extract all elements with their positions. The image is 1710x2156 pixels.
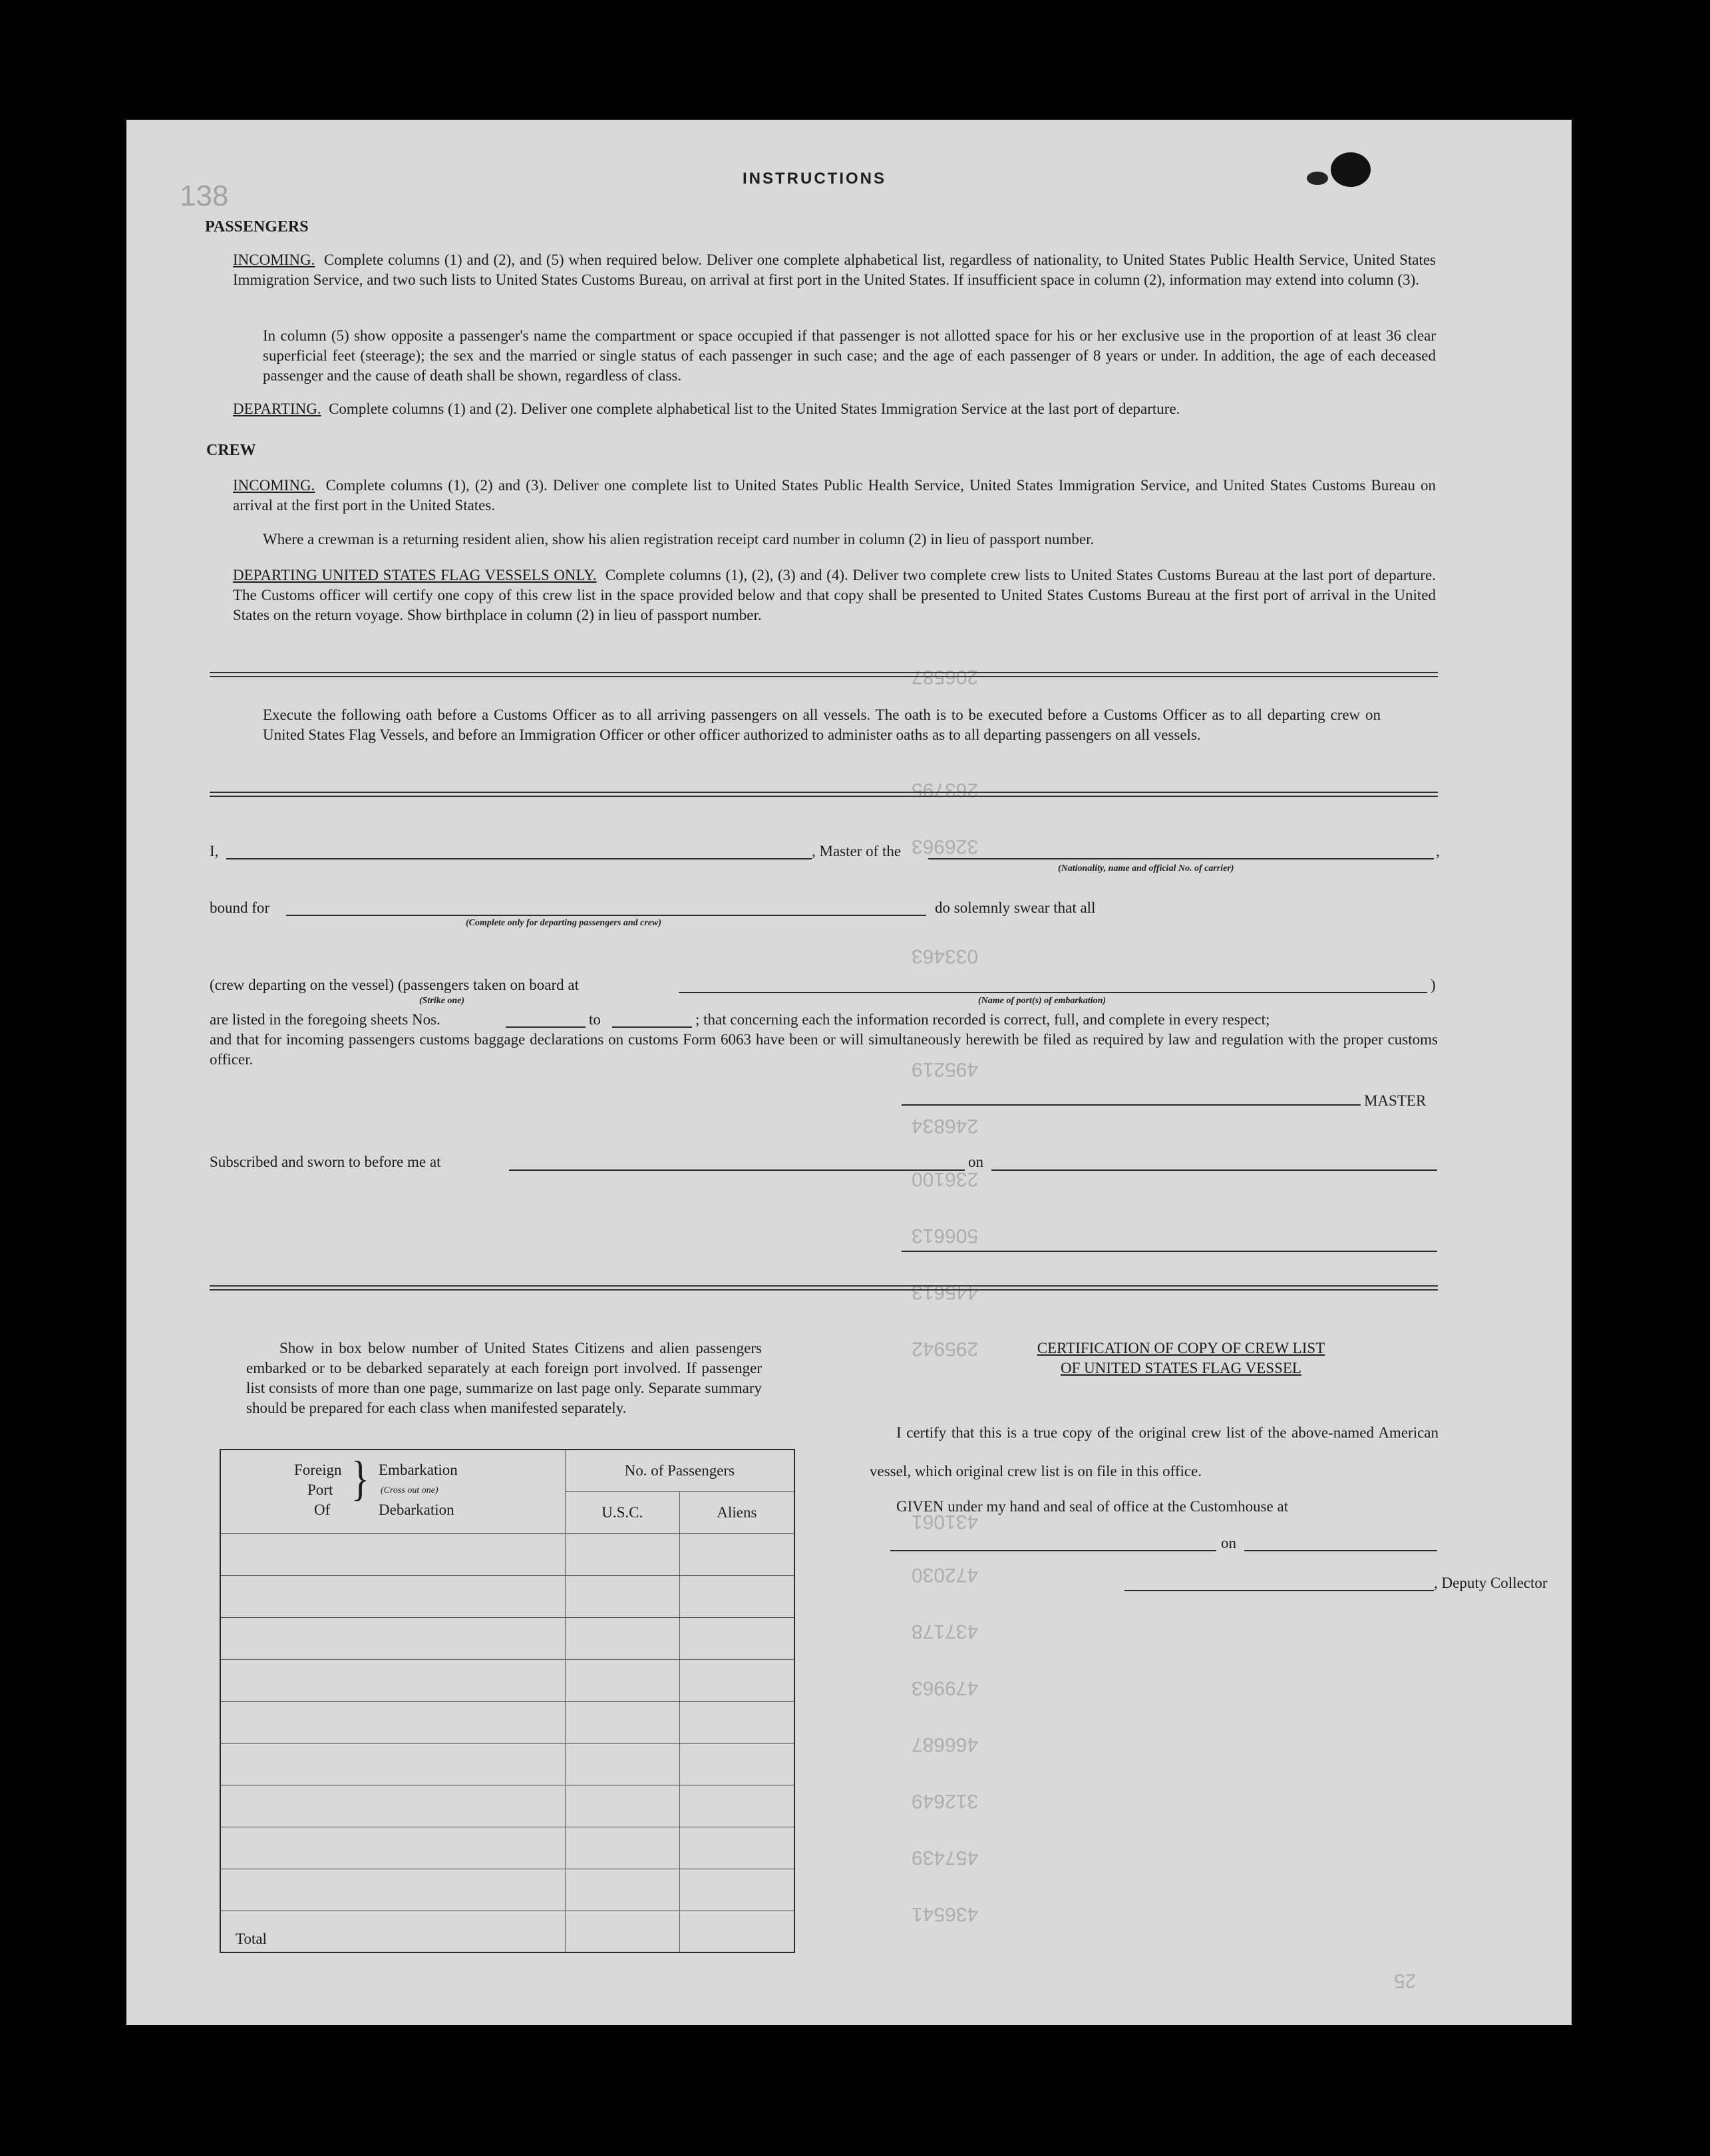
customhouse-field[interactable] — [890, 1550, 1216, 1551]
bleedthrough-number: 479963 — [912, 1677, 979, 1699]
usc-total-cell[interactable] — [565, 1911, 679, 1952]
total-label: Total — [236, 1930, 267, 1947]
total-row — [220, 1911, 794, 1952]
summary-instruction: Show in box below number of United States Citizens and alien passengers embarked or to be debarked separately at each foreign port involved. If passenger list consists of more than one page, summarize on last page only. Separate summary should be prepared for each class when manifested separately. — [246, 1340, 762, 1416]
usc-cell[interactable] — [565, 1701, 679, 1743]
divider — [210, 1285, 1438, 1291]
bleedthrough-number: 445613 — [912, 1281, 979, 1303]
master-of-label: , Master of the — [812, 843, 902, 859]
close-paren: ) — [1431, 977, 1436, 993]
port-cell[interactable] — [220, 1827, 565, 1869]
aliens-cell[interactable] — [679, 1785, 794, 1827]
port-header-cell — [220, 1450, 565, 1533]
aliens-header-cell — [679, 1491, 794, 1533]
passengers-heading: PASSENGERS — [205, 218, 309, 235]
comma: , — [1436, 843, 1440, 859]
form-page — [126, 120, 1572, 2025]
port-cell[interactable] — [220, 1701, 565, 1743]
crew-incoming-label: INCOMING. — [233, 477, 315, 494]
bleedthrough-number: 466687 — [912, 1734, 979, 1756]
usc-cell[interactable] — [565, 1617, 679, 1659]
bleedthrough-number: 437178 — [912, 1620, 979, 1642]
usc-cell[interactable] — [565, 1827, 679, 1869]
bound-for-field[interactable] — [286, 915, 926, 916]
sheets-label: are listed in the foregoing sheets Nos. — [210, 1011, 440, 1028]
passengers-departing-label: DEPARTING. — [233, 400, 321, 417]
bleedthrough-number: 295942 — [912, 1338, 979, 1360]
master-signature-field[interactable] — [902, 1104, 1361, 1106]
aliens-cell[interactable] — [679, 1617, 794, 1659]
table-row — [220, 1869, 794, 1911]
concerning-text: ; that concerning each the information recorded is correct, full, and complete in every respect; — [695, 1011, 1270, 1028]
on-label: on — [968, 1154, 983, 1170]
passengers-incoming-label: INCOMING. — [233, 251, 315, 268]
aliens-cell[interactable] — [679, 1827, 794, 1869]
sheet-to-field[interactable] — [612, 1026, 692, 1028]
port-cell[interactable] — [220, 1533, 565, 1575]
divider — [210, 792, 1438, 797]
sworn-date-field[interactable] — [991, 1169, 1437, 1171]
crew-departing-label: DEPARTING UNITED STATES FLAG VESSELS ONLY. — [233, 567, 597, 583]
table-row — [220, 1701, 794, 1743]
given-text: GIVEN under my hand and seal of office at the Customhouse at — [896, 1498, 1289, 1515]
table-row — [220, 1659, 794, 1701]
col-debarkation: Debarkation — [379, 1501, 454, 1519]
page-title: INSTRUCTIONS — [743, 170, 886, 188]
port-cell[interactable] — [220, 1785, 565, 1827]
nationality-caption: (Nationality, name and official No. of carrier) — [1058, 863, 1234, 873]
oath-i-label: I, — [210, 843, 219, 859]
complete-only-caption: (Complete only for departing passengers and crew) — [466, 918, 661, 928]
ports-field[interactable] — [679, 992, 1427, 993]
passengers-incoming-paragraph — [233, 250, 1436, 290]
usc-cell[interactable] — [565, 1743, 679, 1785]
certification-title-line2: OF UNITED STATES FLAG VESSEL — [1061, 1360, 1301, 1376]
aliens-cell[interactable] — [679, 1575, 794, 1617]
aliens-cell[interactable] — [679, 1659, 794, 1701]
crew-alien-paragraph: Where a crewman is a returning resident alien, show his alien registration receipt card number in column (2) in lieu of passport number. — [263, 531, 1095, 547]
strike-one-caption: (Strike one) — [419, 996, 465, 1006]
certify-text: I certify that this is a true copy of the original crew list of the above-named American vessel, which original crew list is on file in this office. — [870, 1424, 1439, 1479]
cert-date-field[interactable] — [1244, 1550, 1437, 1551]
usc-cell[interactable] — [565, 1659, 679, 1701]
master-name-field[interactable] — [226, 858, 812, 859]
bleedthrough-number: 457439 — [912, 1847, 979, 1869]
table-row — [220, 1827, 794, 1869]
cert-on-label: on — [1221, 1535, 1236, 1551]
port-cell[interactable] — [220, 1743, 565, 1785]
bleedthrough-number: 326963 — [912, 836, 979, 857]
ink-blot-icon — [1297, 146, 1371, 193]
usc-cell[interactable] — [565, 1869, 679, 1911]
certification-title-line1: CERTIFICATION OF COPY OF CREW LIST — [1037, 1340, 1325, 1356]
usc-cell[interactable] — [565, 1785, 679, 1827]
passengers-header-cell — [565, 1450, 794, 1491]
crew-heading: CREW — [206, 442, 256, 459]
table-row — [220, 1785, 794, 1827]
master-label: MASTER — [1364, 1092, 1427, 1109]
col-of: Of — [314, 1501, 331, 1519]
passengers-column5-paragraph: In column (5) show opposite a passenger's name the compartment or space occupied if that passenger is not allotted space for his or her exclusive use in the proportion of at least 36 clear superficial feet (steerage); the sex and the married or single status of each passenger in such case; and the age of each passenger of 8 years or under. In addition, the age of each deceased passenger and the cause of death shall be shown, regardless of class. — [263, 327, 1436, 384]
col-embarkation: Embarkation — [379, 1462, 458, 1479]
bleedthrough-number: 206587 — [912, 666, 979, 688]
crew-departing-label: (crew departing on the vessel) (passengers taken on board at — [210, 977, 579, 993]
bleedthrough-number: 431061 — [912, 1511, 979, 1533]
subscribed-label: Subscribed and sworn to before me at — [210, 1154, 441, 1170]
col-passengers: No. of Passengers — [624, 1462, 735, 1479]
table-row — [220, 1617, 794, 1659]
deputy-label: , Deputy Collector — [1434, 1575, 1548, 1591]
crew-departing-paragraph — [233, 565, 1436, 625]
certification-title — [961, 1338, 1401, 1378]
sheet-from-field[interactable] — [506, 1026, 586, 1028]
port-cell[interactable] — [220, 1869, 565, 1911]
ports-caption: (Name of port(s) of embarkation) — [978, 996, 1107, 1006]
total-label-cell — [220, 1911, 565, 1952]
page-marker: 138 — [180, 180, 229, 212]
col-port: Port — [307, 1481, 333, 1499]
passengers-departing-paragraph — [233, 399, 1436, 419]
aliens-cell[interactable] — [679, 1533, 794, 1575]
table-row — [220, 1533, 794, 1575]
port-cell[interactable] — [220, 1659, 565, 1701]
usc-cell[interactable] — [565, 1533, 679, 1575]
bleedthrough-number: 472030 — [912, 1564, 979, 1586]
crew-departing-text: Complete columns (1), (2), (3) and (4). Deliver two complete crew lists to United States Customs Bureau at the last port of departure. The Customs officer will certify one copy of this crew list in the space provided below and that copy shall be presented to United States Customs Bureau at the first port of arrival in the United States on the return voyage. Show birthplace in column (2) in lieu of passport number. — [233, 567, 1437, 623]
bound-for-label: bound for — [210, 899, 270, 916]
carrier-field[interactable] — [928, 858, 1434, 859]
col-usc: U.S.C. — [601, 1503, 643, 1521]
bleedthrough-number: 236100 — [912, 1168, 979, 1190]
bleedthrough-number: 436541 — [912, 1903, 979, 1925]
oath-instruction: Execute the following oath before a Customs Officer as to all arriving passengers on all vessels. The oath is to be executed before a Customs Officer as to all departing crew on United States Flag Vessels, and before an Immigration Officer or other officer authorized to administer oaths as to all departing passengers on all vessels. — [263, 706, 1381, 743]
declaration-text: and that for incoming passengers customs baggage declarations on customs Form 6063 have been or will simultaneously herewith be filed as required by law and regulation with the proper customs officer. — [210, 1031, 1438, 1068]
divider — [210, 672, 1438, 677]
bleedthrough-number: 25 — [1394, 1970, 1417, 1992]
port-cell[interactable] — [220, 1617, 565, 1659]
table-row — [220, 1743, 794, 1785]
brace-icon: } — [351, 1452, 369, 1506]
passenger-summary-table — [220, 1449, 795, 1953]
swear-label: do solemnly swear that all — [935, 899, 1096, 916]
aliens-cell[interactable] — [679, 1701, 794, 1743]
bleedthrough-number: 495219 — [912, 1058, 979, 1080]
crew-incoming-paragraph — [233, 476, 1436, 516]
col-aliens: Aliens — [717, 1503, 757, 1521]
aliens-cell[interactable] — [679, 1869, 794, 1911]
bleedthrough-number: 033463 — [912, 945, 979, 967]
bleedthrough-number: 263795 — [912, 779, 979, 801]
table-row — [220, 1575, 794, 1617]
aliens-total-cell[interactable] — [679, 1911, 794, 1952]
sworn-place-field[interactable] — [509, 1169, 965, 1171]
bleedthrough-number: 312649 — [912, 1790, 979, 1812]
deputy-signature-field[interactable] — [1124, 1590, 1434, 1591]
aliens-cell[interactable] — [679, 1743, 794, 1785]
crew-incoming-text: Complete columns (1), (2) and (3). Deliver one complete list to United States Public Health Service, United States Immigration Service, and United States Customs Bureau on arrival at the first port in the United States. — [233, 477, 1437, 514]
bleedthrough-number: 246834 — [912, 1115, 979, 1137]
to-label: to — [589, 1011, 601, 1028]
bleedthrough-number: 506613 — [912, 1225, 979, 1247]
port-header — [221, 1452, 565, 1528]
passengers-incoming-text: Complete columns (1) and (2), and (5) when required below. Deliver one complete alphabetical list, regardless of nationality, to United States Public Health Service, United States Immigration Service, and two such lists to United States Customs Bureau, on arrival at first port in the United States. If insufficient space in column (2), information may extend into column (3). — [233, 251, 1437, 288]
officer-signature-field[interactable] — [902, 1251, 1437, 1252]
passengers-departing-text: Complete columns (1) and (2). Deliver one complete alphabetical list to the United States Immigration Service at the last port of departure. — [329, 400, 1180, 417]
col-foreign: Foreign — [294, 1462, 342, 1479]
col-cross-out: (Cross out one) — [381, 1485, 438, 1496]
usc-cell[interactable] — [565, 1575, 679, 1617]
usc-header-cell — [565, 1491, 679, 1533]
port-cell[interactable] — [220, 1575, 565, 1617]
